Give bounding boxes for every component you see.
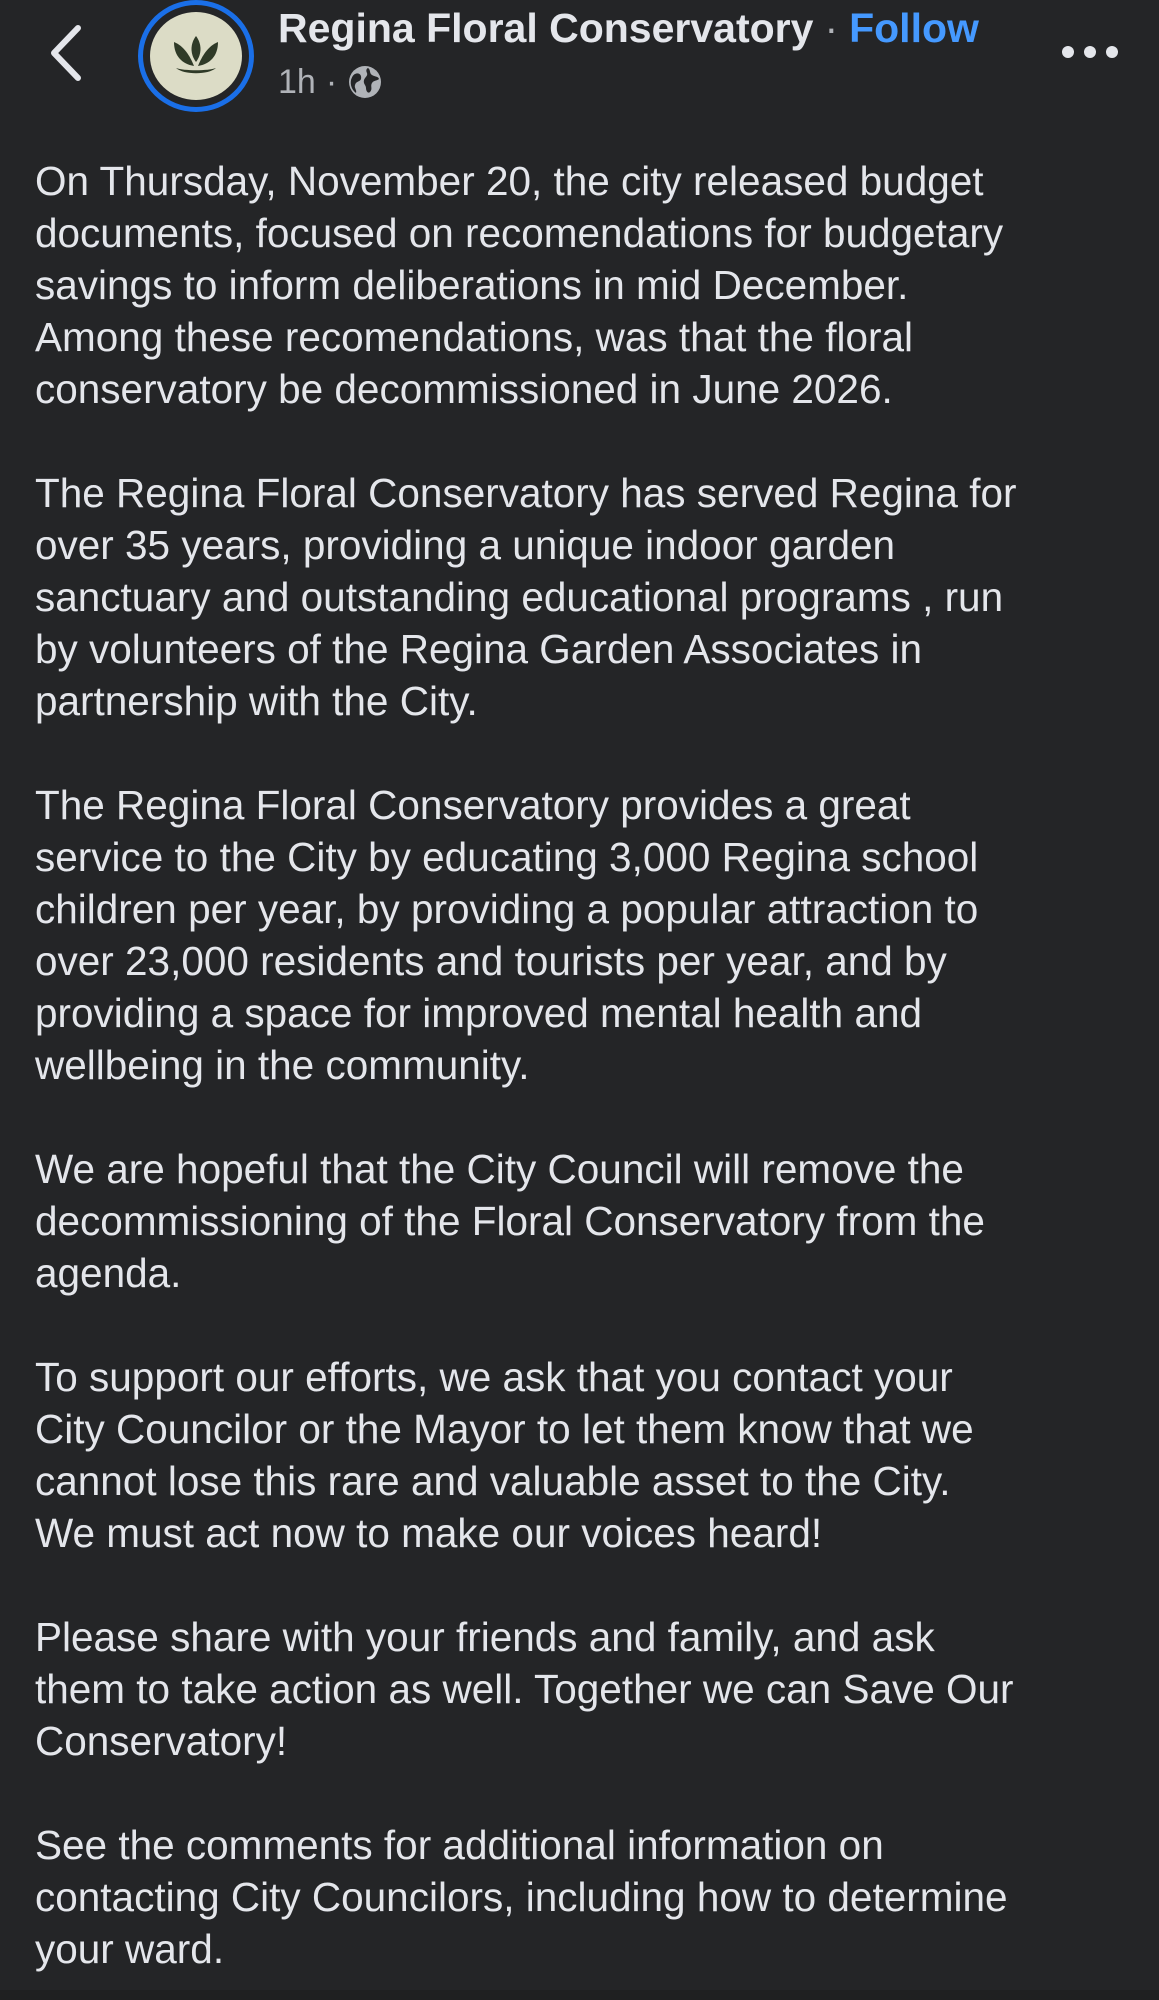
follow-button[interactable]: Follow <box>849 5 979 51</box>
post-paragraph: The Regina Floral Conservatory has served Regina for over 35 years, providing a unique indoor garden sanctuary and outstanding educational programs , run by volunteers of the Regina Garden Associates in partnership with the City. <box>35 470 1017 724</box>
post-paragraph: The Regina Floral Conservatory provides a great service to the City by educating 3,000 Regina school children per year, by providing a popular attraction to over 23,000 residents and tourists per year, and by providing a space for improved mental health and wellbeing in the community. <box>35 782 979 1088</box>
post-paragraph: To support our efforts, we ask that you contact your City Councilor or the Mayor to let them know that we cannot lose this rare and valuable asset to the City. We must act now to make our voices heard! <box>35 1354 974 1556</box>
post-timestamp[interactable]: 1h <box>278 62 316 101</box>
title-row <box>278 2 979 54</box>
title-separator: · <box>824 5 839 51</box>
media-edge <box>0 1990 1159 2000</box>
post-text <box>35 155 1150 1975</box>
back-button[interactable] <box>40 18 96 88</box>
page-avatar[interactable] <box>138 0 254 112</box>
more-horizontal-icon <box>1058 32 1122 72</box>
lotus-leaf-logo <box>170 34 222 76</box>
post-paragraph: We are hopeful that the City Council will remove the decommissioning of the Floral Conservatory from the agenda. <box>35 1146 985 1296</box>
avatar-logo-background <box>150 12 242 100</box>
post-meta <box>278 60 383 104</box>
more-options-button[interactable] <box>1058 32 1122 72</box>
chevron-left-icon <box>40 18 96 88</box>
post-paragraph: Please share with your friends and family, and ask them to take action as well. Together we can Save Our Conservatory! <box>35 1614 1014 1764</box>
meta-separator: · <box>325 62 338 101</box>
post-paragraph: See the comments for additional information on contacting City Councilors, including how to determine your ward. <box>35 1822 1008 1972</box>
globe-icon <box>347 64 383 100</box>
page-name[interactable]: Regina Floral Conservatory <box>278 5 814 51</box>
post-paragraph: On Thursday, November 20, the city released budget documents, focused on recomendations for budgetary savings to inform deliberations in mid December. Among these recomendations, was that the floral conservatory be decommissioned in June 2026. <box>35 158 1004 412</box>
post-header <box>0 0 1159 130</box>
